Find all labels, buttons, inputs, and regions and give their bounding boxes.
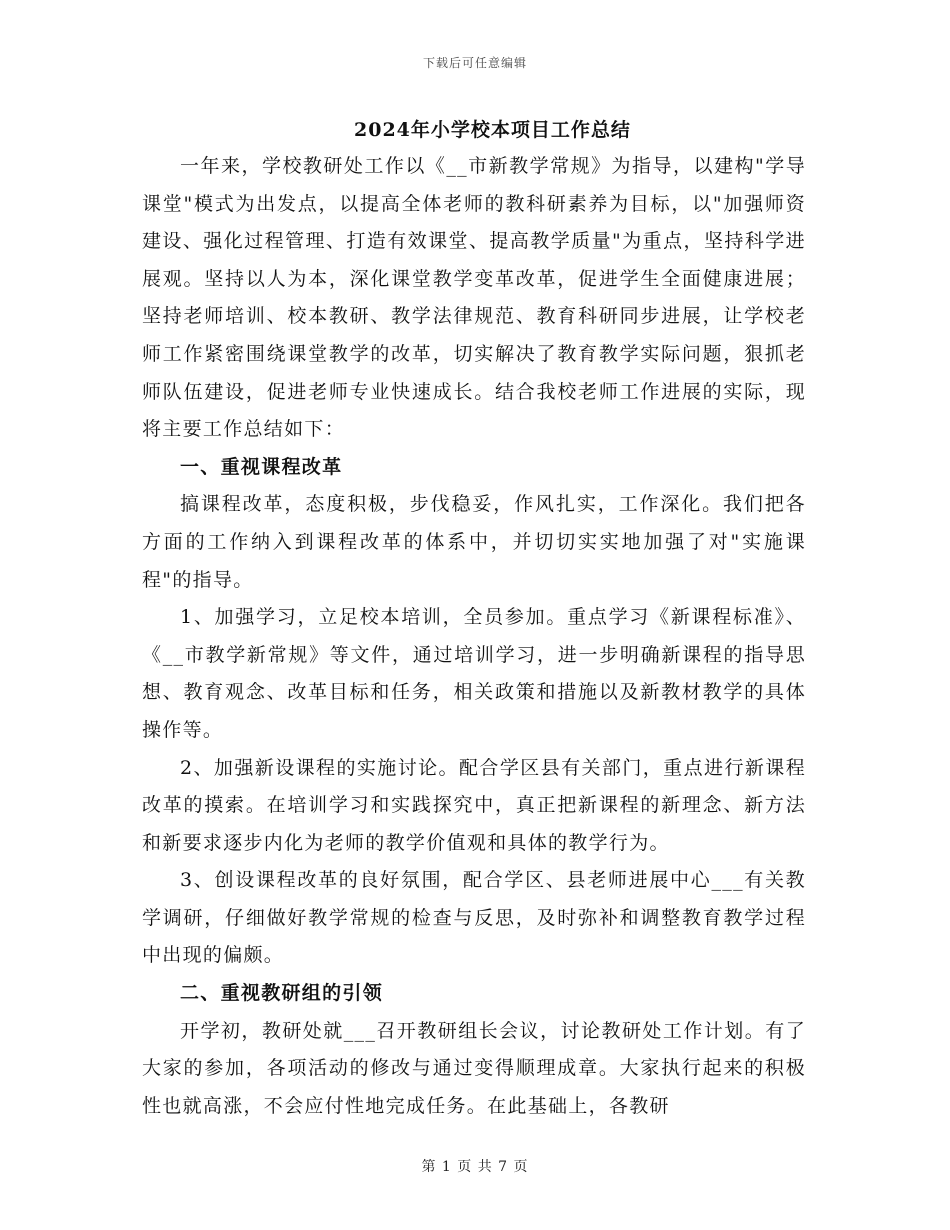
paragraph-intro: 一年来，学校教研处工作以《__市新教学常规》为指导，以建构"学导课堂"模式为出发点，以提高全体老师的教科研素养为目标，以"加强师资建设、强化过程管理、打造有效课堂、提高教学质量"为重点，坚持科学进展观。坚持以人为本，深化课堂教学变革改革，促进学生全面健康进展；坚持老师培训、校本教研、教学法律规范、教育科研同步进展，让学校老师工作紧密围绕课堂教学的改革，切实解决了教育教学实际问题，狠抓老师队伍建设，促进老师专业快速成长。结合我校老师工作进展的实际，现将主要工作总结如下： bbox=[142, 155, 806, 441]
section-heading-2: 二、重视教研组的引领 bbox=[180, 982, 384, 1005]
page-number: 第 1 页 共 7 页 bbox=[421, 1159, 529, 1175]
header-note: 下载后可任意编辑 bbox=[422, 56, 527, 70]
paragraph-course-reform: 搞课程改革，态度积极，步伐稳妥，作风扎实，工作深化。我们把各方面的工作纳入到课程改革的体系中，并切切实实地加强了对"实施课程"的指导。 bbox=[142, 493, 806, 591]
section-heading-1: 一、重视课程改革 bbox=[180, 455, 343, 478]
paragraph-item-1: 1、加强学习，立足校本培训，全员参加。重点学习《新课程标准》、《__市教学新常规》等文件，通过培训学习，进一步明确新课程的指导思想、教育观念、改革目标和任务，相关政策和措施以及新教材教学的具体操作等。 bbox=[142, 606, 806, 741]
paragraph-item-2: 2、加强新设课程的实施讨论。配合学区县有关部门，重点进行新课程改革的摸索。在培训学习和实践探究中，真正把新课程的新理念、新方法和新要求逐步内化为老师的教学价值观和具体的教学行为。 bbox=[142, 756, 806, 854]
paragraph-research-group: 开学初，教研处就___召开教研组长会议，讨论教研处工作计划。有了大家的参加，各项活动的修改与通过变得顺理成章。大家执行起来的积极性也就高涨，不会应付性地完成任务。在此基础上，各教研 bbox=[142, 1019, 806, 1117]
document-body bbox=[142, 112, 806, 1125]
paragraph-item-3: 3、创设课程改革的良好氛围，配合学区、县老师进展中心___有关教学调研，仔细做好教学常规的检查与反思，及时弥补和调整教育教学过程中出现的偏颇。 bbox=[142, 869, 806, 967]
document-title: 2024年小学校本项目工作总结 bbox=[354, 119, 631, 141]
